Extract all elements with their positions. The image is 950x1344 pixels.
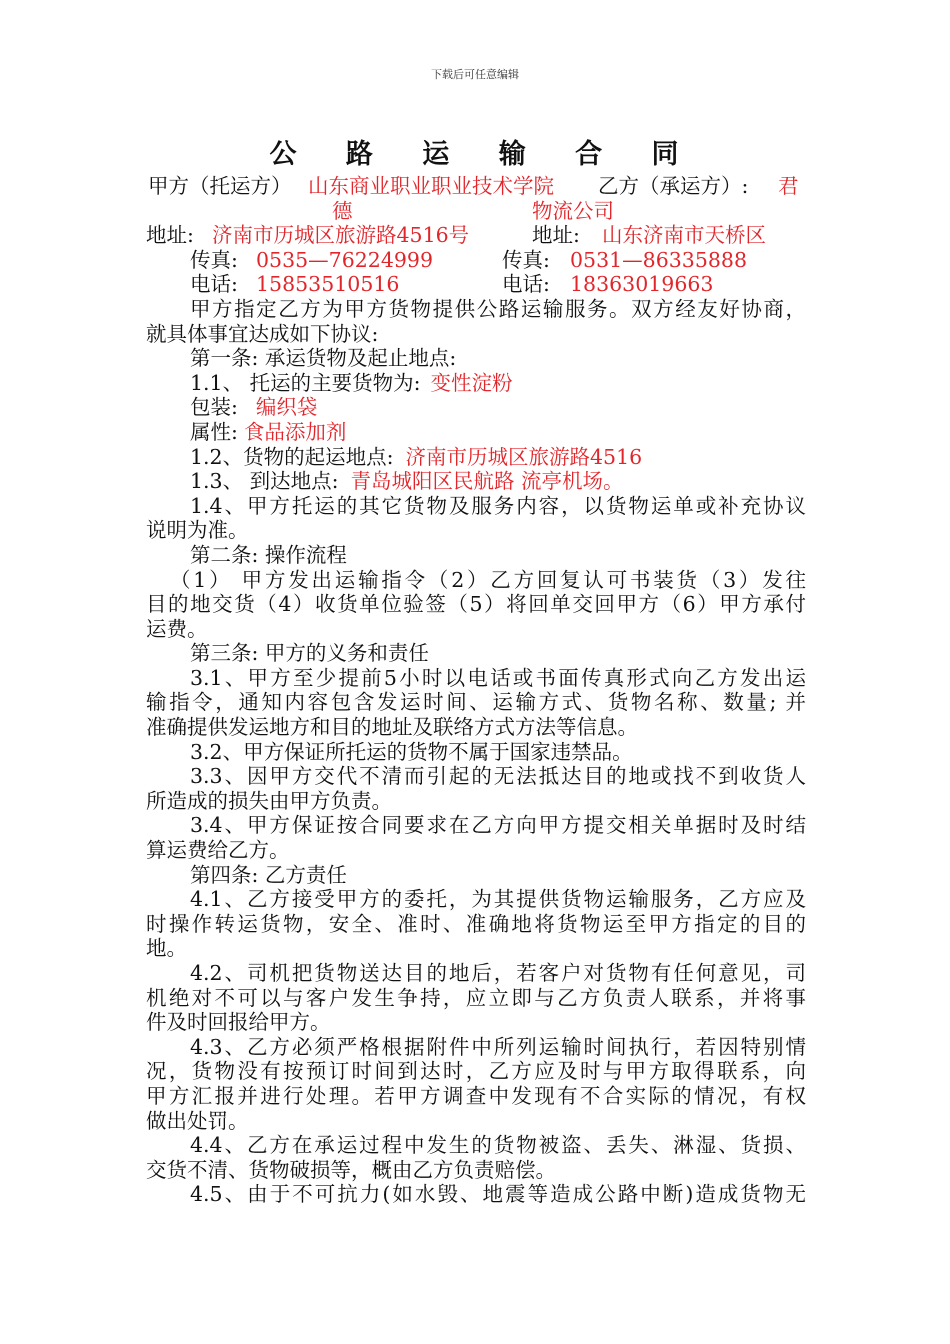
party-b-name: 君 [778, 174, 799, 198]
article-1-item-1 [146, 371, 806, 396]
article-3-heading: 第三条: 甲方的义务和责任 [190, 641, 429, 666]
party-a-label: 甲方（托运方） [148, 174, 292, 198]
intro-line: 甲方指定乙方为甲方货物提供公路运输服务。双方经友好协商， [190, 296, 806, 321]
packaging-value: 编织袋 [255, 395, 318, 420]
party-b-label: 乙方（承运方）: [598, 174, 749, 198]
item-1-1-label: 1.1、 托运的主要货物为: [190, 370, 421, 395]
packaging-label: 包装: [190, 395, 238, 420]
article-2-line: （1） 甲方发出运输指令（2）乙方回复认可书装货（3）发往 [170, 567, 806, 592]
article-4-2: 机绝对不可以与客户发生争持，应立即与乙方负责人联系，并将事 [146, 985, 806, 1010]
article-4-4: 交货不清、货物破损等，概由乙方负责赔偿。 [146, 1157, 556, 1182]
article-4-2: 4.2、司机把货物送达目的地后，若客户对货物有任何意见，司 [190, 961, 806, 985]
goods-value: 变性淀粉 [430, 370, 513, 395]
party-b-name-cont: 物流公司 [532, 198, 614, 223]
party-b-fax: 0531—86335888 [570, 247, 748, 272]
article-2-heading: 第二条: 操作流程 [190, 542, 347, 567]
article-3-3: 3.3、因甲方交代不清而引起的无法抵达目的地或找不到收货人 [190, 764, 806, 789]
article-1-item-2 [146, 445, 806, 470]
article-4-3: 况，货物没有按预订时间到达时，乙方应及时与甲方取得联系，向 [146, 1059, 806, 1084]
article-3-4: 算运费给乙方。 [146, 838, 290, 863]
party-line-2 [146, 199, 806, 224]
intro-line: 就具体事宜达成如下协议: [146, 321, 379, 346]
article-3-1: 3.1、甲方至少提前5小时以电话或书面传真形式向乙方发出运 [190, 665, 806, 690]
article-4-3: 做出处罚。 [146, 1108, 249, 1133]
article-4-2: 件及时回报给甲方。 [146, 1010, 331, 1035]
contract-title: 公 路 运 输 合 同 [269, 139, 699, 170]
party-a-name-cont: 德 [332, 198, 353, 223]
destination-value: 青岛城阳区民航路 流亭机场。 [350, 469, 624, 494]
article-3-4: 3.4、甲方保证按合同要求在乙方向甲方提交相关单据时及时结 [190, 813, 806, 838]
party-b-fax-label: 传真: [502, 247, 550, 272]
article-3-3: 所造成的损失由甲方负责。 [146, 788, 392, 813]
article-1-heading: 第一条: 承运货物及起止地点: [190, 346, 457, 371]
article-4-heading: 第四条: 乙方责任 [190, 862, 347, 887]
fax-line [146, 248, 806, 273]
article-4-1: 地。 [146, 936, 187, 961]
article-1-item-4: 1.4、甲方托运的其它货物及服务内容，以货物运单或补充协议 [190, 493, 806, 518]
article-4-4: 4.4、乙方在承运过程中发生的货物被盗、丢失、淋湿、货损、 [190, 1133, 806, 1158]
party-line [146, 174, 806, 199]
attribute-label: 属性: [190, 419, 238, 444]
party-b-phone-label: 电话: [502, 272, 550, 297]
party-a-address-label: 地址: [146, 223, 194, 248]
item-1-3-label: 1.3、 到达地点: [190, 469, 339, 494]
article-3-2: 3.2、甲方保证所托运的货物不属于国家违禁品。 [190, 739, 633, 764]
item-1-2-label: 1.2、货物的起运地点: [190, 444, 394, 469]
party-a-fax: 0535—76224999 [256, 247, 434, 272]
article-4-1: 时操作转运货物，安全、准时、准确地将货物运至甲方指定的目的 [146, 911, 806, 936]
party-b-address-label: 地址: [532, 223, 580, 248]
party-b-address: 山东济南市天桥区 [602, 223, 766, 248]
article-1-packaging [146, 395, 806, 420]
article-2-line: 目的地交货（4）收货单位验签（5）将回单交回甲方（6）甲方承付 [146, 592, 806, 617]
party-a-fax-label: 传真: [190, 247, 238, 272]
party-b-phone: 18363019663 [570, 272, 714, 297]
article-2-line: 运费。 [146, 616, 208, 641]
contract-body [146, 174, 806, 1207]
article-3-1: 准确提供发运地方和目的地址及联络方式方法等信息。 [146, 715, 638, 740]
article-4-3: 甲方汇报并进行处理。若甲方调查中发现有不合实际的情况，有权 [146, 1083, 806, 1108]
article-1-attribute [146, 420, 806, 445]
article-4-1: 4.1、乙方接受甲方的委托，为其提供货物运输服务，乙方应及 [190, 887, 806, 912]
phone-line [146, 272, 806, 297]
article-1-item-4: 说明为准。 [146, 518, 249, 543]
page-header: 下载后可任意编辑 [431, 68, 519, 81]
article-4-5: 4.5、由于不可抗力(如水毁、地震等造成公路中断)造成货物无 [190, 1182, 806, 1207]
party-a-address: 济南市历城区旅游路4516号 [212, 223, 470, 248]
article-3-1: 输指令，通知内容包含发运时间、运输方式、货物名称、数量; 并 [146, 690, 806, 715]
attribute-value: 食品添加剂 [243, 419, 347, 444]
article-4-3: 4.3、乙方必须严格根据附件中所列运输时间执行，若因特别情 [190, 1034, 806, 1059]
origin-value: 济南市历城区旅游路4516 [405, 444, 643, 469]
party-a-phone: 15853510516 [256, 272, 400, 297]
party-a-phone-label: 电话: [190, 272, 238, 297]
party-a-name: 山东商业职业职业技术学院 [308, 174, 554, 198]
address-line [146, 223, 806, 248]
article-1-item-3 [146, 469, 806, 494]
